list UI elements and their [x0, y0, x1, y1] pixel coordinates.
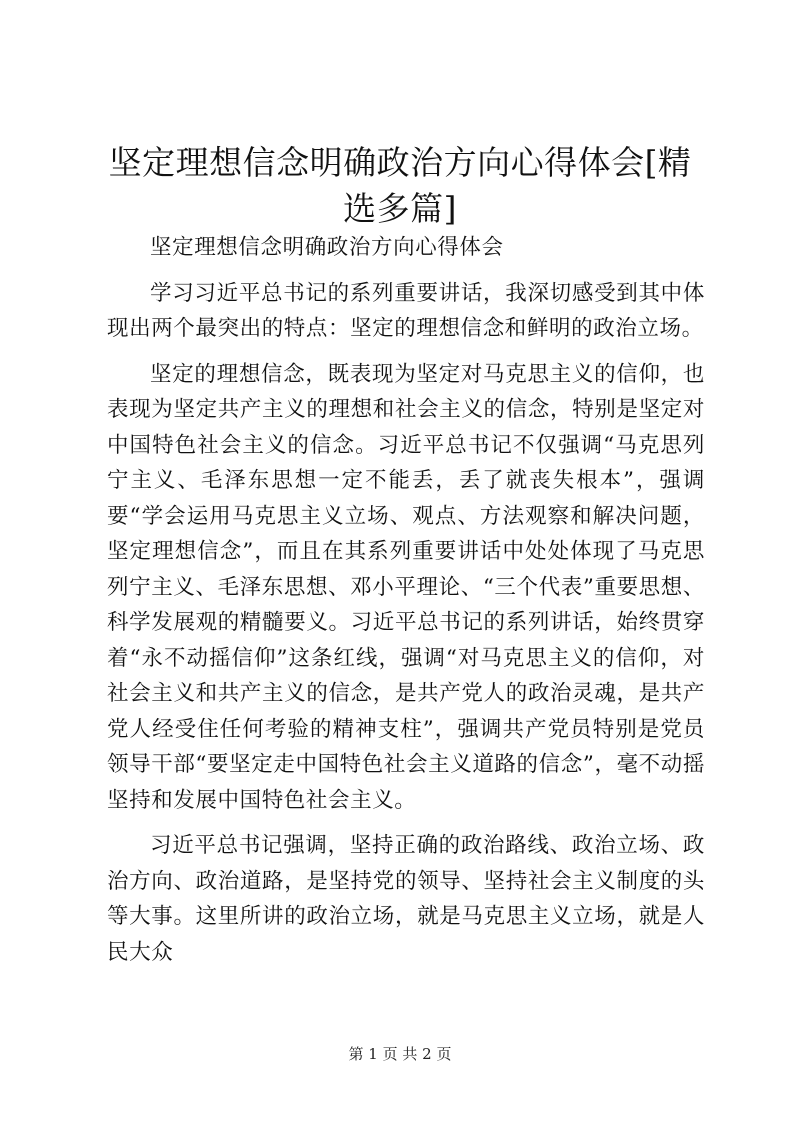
document-title: 坚定理想信念明确政治方向心得体会[精选多篇]	[108, 143, 692, 228]
document-subtitle: 坚定理想信念明确政治方向心得体会	[150, 235, 504, 260]
document-body	[107, 230, 705, 970]
paragraph-2: 坚定的理想信念，既表现为坚定对马克思主义的信仰，也表现为坚定共产主义的理想和社会主义的信念，特别是坚定对中国特色社会主义的信念。习近平总书记不仅强调“马克思列宁主义、毛泽东思想一定不能丢，丢了就丧失根本”，强调要“学会运用马克思主义立场、观点、方法观察和解决问题，坚定理想信念”，而且在其系列重要讲话中处处体现了马克思列宁主义、毛泽东思想、邓小平理论、“三个代表”重要思想、科学发展观的精髓要义。习近平总书记的系列讲话，始终贯穿着“永不动摇信仰”这条红线，强调“对马克思主义的信仰，对社会主义和共产主义的信念，是共产党人的政治灵魂，是共产党人经受住任何考验的精神支柱”，强调共产党员特别是党员领导干部“要坚定走中国特色社会主义道路的信念”，毫不动摇坚持和发展中国特色社会主义。	[107, 361, 705, 813]
page-footer: 第 1 页 共 2 页	[348, 1045, 452, 1063]
paragraph-1: 学习习近平总书记的系列重要讲话，我深切感受到其中体现出两个最突出的特点：坚定的理想信念和鲜明的政治立场。	[107, 280, 705, 341]
paragraph-3: 习近平总书记强调，坚持正确的政治路线、政治立场、政治方向、政治道路，是坚持党的领导、坚持社会主义制度的头等大事。这里所讲的政治立场，就是马克思主义立场，就是人民大众	[107, 833, 705, 965]
